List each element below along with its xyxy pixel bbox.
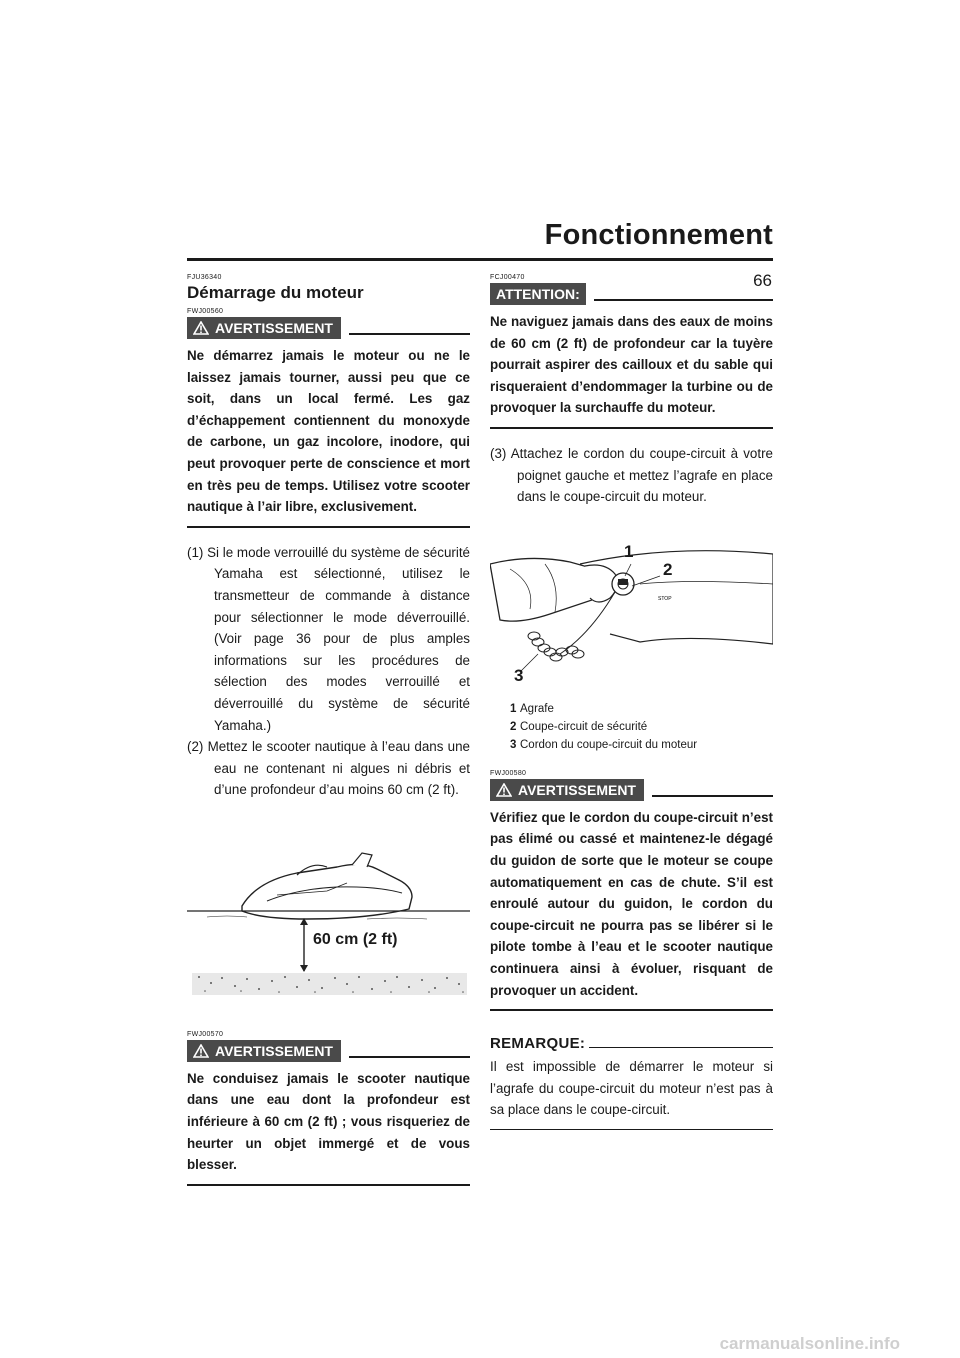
note-header	[490, 1035, 773, 1052]
warning-text: Ne conduisez jamais le scooter nautique dans une eau dont la profondeur est inférieure à 60 cm (2 ft) ; vous risqueriez de heurter un objet immergé et de vous blesser.	[187, 1068, 470, 1186]
caution-rule	[594, 299, 773, 301]
warning-label	[187, 317, 341, 339]
step-item: (1) Si le mode verrouillé du système de sécurité Yamaha est sélectionné, utilisez le transmetteur de commande à distance pour sélectionner le mode déverrouillé. (Voir page 36 pour de plus amples informations sur les procédures de sélection des modes verrouillé et déverrouillé du système de sécurité Yamaha.)	[187, 544, 470, 733]
caution-code: FCJ00470	[490, 274, 525, 281]
warning-code: FWJ00560	[187, 308, 224, 315]
callout-3: 3	[514, 665, 524, 685]
depth-label: 60 cm (2 ft)	[313, 930, 398, 948]
callout-1: 1	[624, 541, 634, 561]
warning-label-text: AVERTISSEMENT	[215, 1042, 333, 1059]
warning-header	[490, 779, 773, 801]
warning-label-text: AVERTISSEMENT	[215, 320, 333, 336]
page-number: 66	[753, 271, 772, 290]
warning-rule	[652, 795, 773, 797]
caution-label: ATTENTION:	[490, 283, 586, 305]
legend-item: 2 Coupe-circuit de sécurité	[510, 720, 648, 733]
section-code: FJU36340	[187, 274, 222, 281]
warning-rule	[349, 1056, 470, 1058]
note-label: REMARQUE:	[490, 1035, 586, 1053]
callout-2: 2	[663, 559, 673, 579]
figure-legend	[510, 700, 773, 754]
page-title: Fonctionnement	[544, 219, 773, 251]
warning-text: Ne démarrez jamais le moteur ou ne le laissez jamais tourner, aussi peu que ce soit, dans un local fermé. Les gaz d’échappement contiennent du monoxyde de carbone, un gaz incolore, inodore, qui peut provoquer perte de conscience et mort en très peu de temps. Utilisez votre scooter nautique à l’air libre, exclusivement.	[187, 345, 470, 528]
legend-item: 3 Cordon du coupe-circuit du moteur	[510, 738, 698, 751]
warning-rule	[349, 333, 470, 335]
note-text: Il est impossible de démarrer le moteur si l’agrafe du coupe-circuit du moteur n’est pas à sa place dans le coupe-circuit.	[490, 1056, 773, 1130]
right-column	[490, 274, 773, 1130]
warning-triangle-icon	[193, 1044, 209, 1058]
watercraft-depth-illustration	[187, 831, 470, 1001]
warning-code: FWJ00580	[490, 769, 527, 777]
note-rule	[589, 1047, 773, 1048]
caution-text: Ne naviguez jamais dans des eaux de moins de 60 cm (2 ft) de profondeur car la tuyère pourrait aspirer des cailloux et du sable qui risqueraient d’endommager la turbine ou de provoquer la surchauffe du moteur.	[490, 311, 773, 429]
step-list	[490, 443, 773, 508]
watermark: carmanualsonline.info	[719, 1334, 900, 1353]
caution-header	[490, 283, 773, 305]
warning-header	[187, 1040, 470, 1062]
warning-header	[187, 317, 470, 339]
watercraft-drawing	[187, 831, 470, 1001]
lanyard-wrist-illustration	[490, 524, 773, 694]
warning-text: Vérifiez que le cordon du coupe-circuit n’est pas élimé ou cassé et maintenez-le dégagé du guidon de sorte que le moteur se coupe automatiquement en cas de chute. S’il est enroulé autour du guidon, le cordon du coupe-circuit ne pourra pas se libérer si le pilote tombe à l’eau et le scooter nautique continuera ainsi à évoluer, risquant de provoquer un accident.	[490, 807, 773, 1011]
warning-triangle-icon	[193, 321, 209, 335]
warning-label	[490, 779, 644, 801]
legend-item: 1 Agrafe	[510, 702, 554, 715]
step-item: (2) Mettez le scooter nautique à l’eau dans une eau ne contenant ni algues ni débris et d’une profondeur d’au moins 60 cm (2 ft).	[187, 739, 470, 798]
left-column	[187, 274, 470, 1186]
svg-text:STOP: STOP	[658, 595, 672, 602]
warning-label-text: AVERTISSEMENT	[518, 781, 636, 798]
section-title: Démarrage du moteur	[187, 283, 364, 302]
warning-label	[187, 1040, 341, 1062]
header-rule	[187, 258, 773, 261]
warning-code: FWJ00570	[187, 1030, 224, 1038]
warning-triangle-icon	[496, 783, 512, 797]
step-list	[187, 542, 470, 801]
step-item: (3) Attachez le cordon du coupe-circuit à votre poignet gauche et mettez l’agrafe en place dans le coupe-circuit du moteur.	[490, 445, 773, 505]
